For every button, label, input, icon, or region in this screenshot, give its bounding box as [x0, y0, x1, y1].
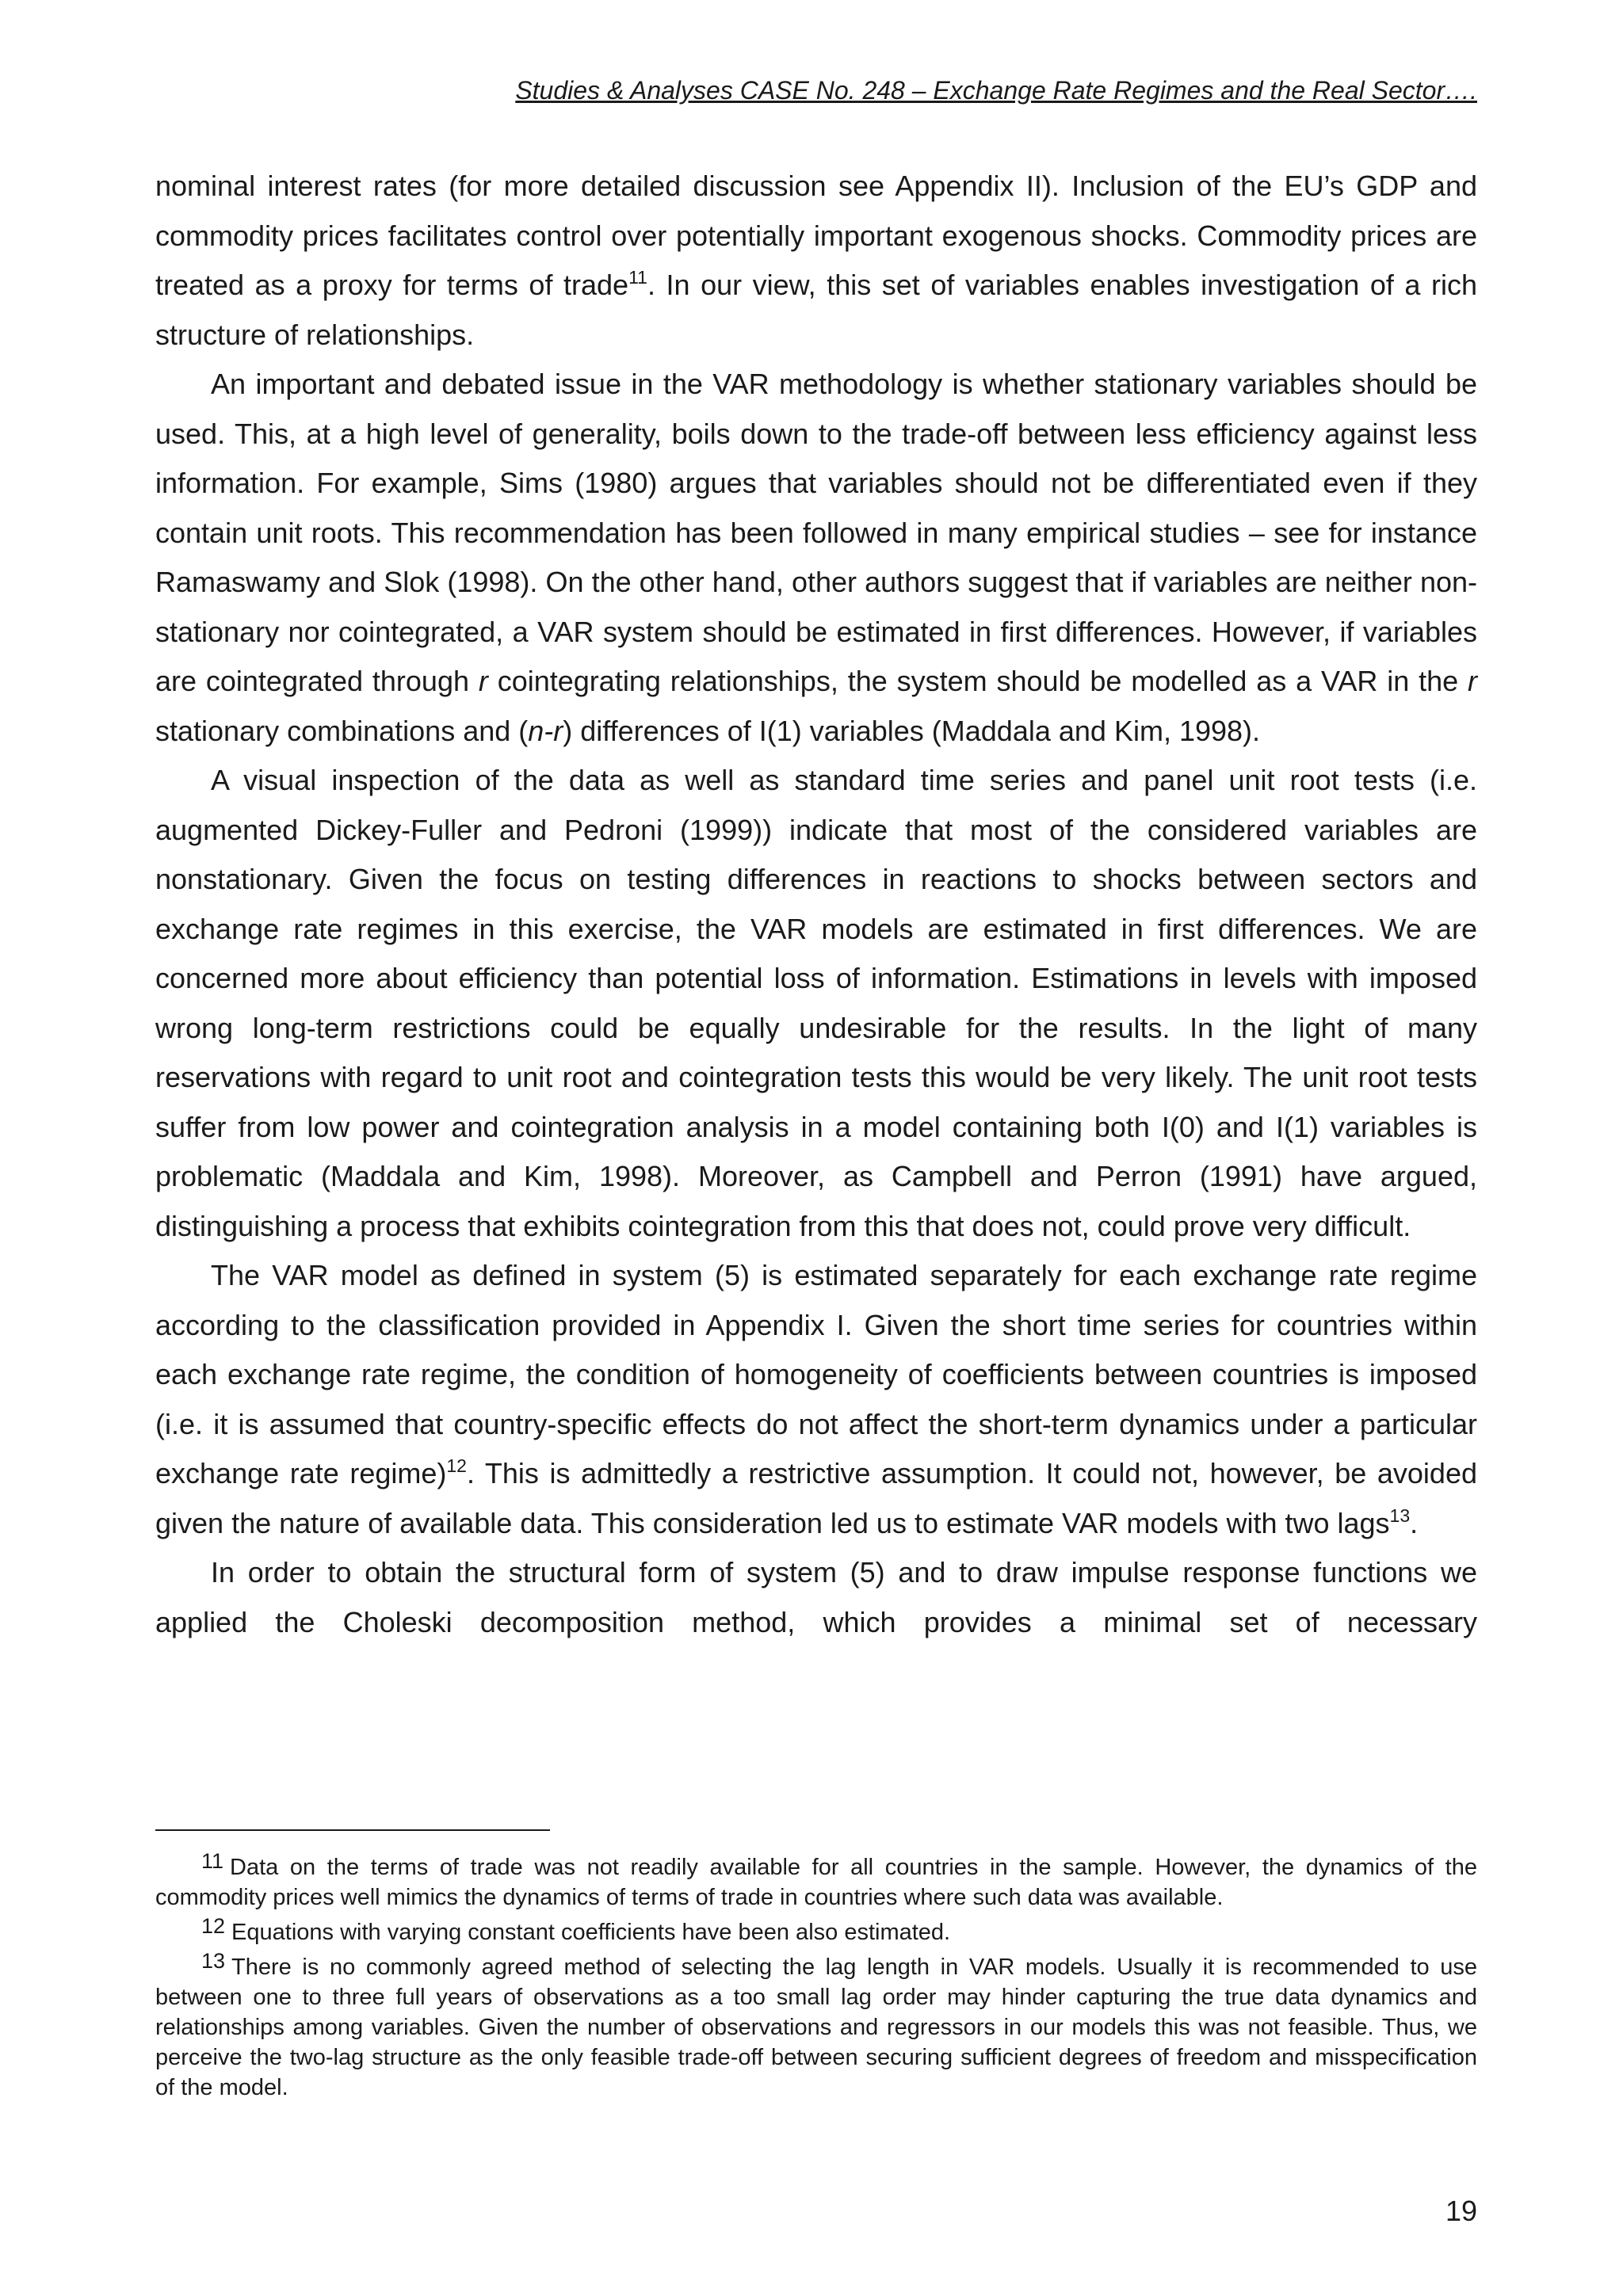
footnote-text: Equations with varying constant coefficients have been also estimated. — [231, 1920, 951, 1945]
paragraph-5: In order to obtain the structural form of system (5) and to draw impulse response functions we applied the Choleski decomposition method, which provides a minimal set of necessary — [155, 1556, 1477, 1638]
paragraph-1-text-b: . In our view, this set of variables enables investigation of a rich structure of relationships. — [155, 269, 1477, 351]
paragraph-4-text-c: . — [1410, 1506, 1419, 1539]
paragraph-4 — [155, 1251, 1477, 1548]
running-header: Studies & Analyses CASE No. 248 – Exchange Rate Regimes and the Real Sector…. — [515, 76, 1477, 105]
footnote-text: There is no commonly agreed method of selecting the lag length in VAR models. Usually it is recommended to use between one to three full years of observations as a too small lag order may hinder capturing the true data dynamics and relationships among variables. Given the number of observations and regressors in our models this was not feasible. Thus, we perceive the two-lag structure as the only feasible trade-off between securing sufficient degrees of freedom and misspecification of the model. — [155, 1955, 1477, 2100]
footnote-ref-13[interactable]: 13 — [1389, 1505, 1411, 1526]
paragraph-2 — [155, 360, 1477, 756]
footnote-text: Data on the terms of trade was not readily available for all countries in the sample. However, the dynamics of the commodity prices well mimics the dynamics of terms of trade in countries where such data was available. — [155, 1855, 1477, 1910]
footnote-separator — [155, 1829, 550, 1831]
math-n-minus-r: n-r — [528, 714, 563, 747]
paragraph-3: A visual inspection of the data as well as standard time series and panel unit root tests (i.e. augmented Dickey-Fuller and Pedroni (1999)) indicate that most of the considered variables are nonstationary. Given the focus on testing differences in reactions to shocks between sectors and exchange rate regimes in this exercise, the VAR models are estimated in first differences. We are concerned more about efficiency than potential loss of information. Estimations in levels with imposed wrong long-term restrictions could be equally undesirable for the results. In the light of many reservations with regard to unit root and cointegration tests this would be very likely. The unit root tests suffer from low power and cointegration analysis in a model containing both I(0) and I(1) variables is problematic (Maddala and Kim, 1998). Moreover, as Campbell and Perron (1991) have argued, distinguishing a process that exhibits cointegration from this that does not, could prove very difficult. — [155, 764, 1477, 1242]
math-r: r — [1468, 665, 1478, 697]
footnote-ref-11[interactable]: 11 — [628, 267, 647, 288]
body-text — [155, 162, 1477, 1647]
paragraph-1 — [155, 162, 1477, 360]
footnote-11 — [155, 1849, 1477, 1913]
page-number: 19 — [1445, 2195, 1477, 2227]
paragraph-2-text-b: cointegrating relationships, the system should be modelled as a VAR in the — [487, 665, 1468, 697]
footnote-number: 13 — [201, 1949, 226, 1973]
paragraph-2-text-a: An important and debated issue in the VAR methodology is whether stationary variables should be used. This, at a high level of generality, boils down to the trade-off between less efficiency against less information. For example, Sims (1980) argues that variables should not be differentiated even if they contain unit roots. This recommendation has been followed in many empirical studies – see for instance Ramaswamy and Slok (1998). On the other hand, other authors suggest that if variables are neither non-stationary nor cointegrated, a VAR system should be estimated in first differences. However, if variables are cointegrated through — [155, 368, 1477, 697]
footnote-13 — [155, 1949, 1477, 2103]
paragraph-4-text-a: The VAR model as defined in system (5) is estimated separately for each exchange rate regime according to the classification provided in Appendix I. Given the short time series for countries within each exchange rate regime, the condition of homogeneity of coefficients between countries is imposed (i.e. it is assumed that country-specific effects do not affect the short-term dynamics under a particular exchange rate regime) — [155, 1259, 1477, 1489]
footnote-12 — [155, 1914, 1477, 1947]
paragraph-1-text-a: nominal interest rates (for more detailed discussion see Appendix II). Inclusion of the EU’s GDP and commodity prices facilitates control over potentially important exogenous shocks. Commodity prices are treated as a proxy for terms of trade — [155, 170, 1477, 301]
footnote-number: 11 — [201, 1849, 224, 1873]
paragraph-2-text-d: ) differences of I(1) variables (Maddala and Kim, 1998). — [563, 714, 1261, 747]
paragraph-4-text-b: . This is admittedly a restrictive assumption. It could not, however, be avoided given the nature of available data. This consideration led us to estimate VAR models with two lags — [155, 1457, 1477, 1539]
footnotes — [155, 1849, 1477, 2107]
math-r: r — [478, 665, 488, 697]
footnote-ref-12[interactable]: 12 — [446, 1455, 467, 1476]
paragraph-2-text-c: stationary combinations and ( — [155, 714, 529, 747]
footnote-number: 12 — [201, 1914, 226, 1938]
